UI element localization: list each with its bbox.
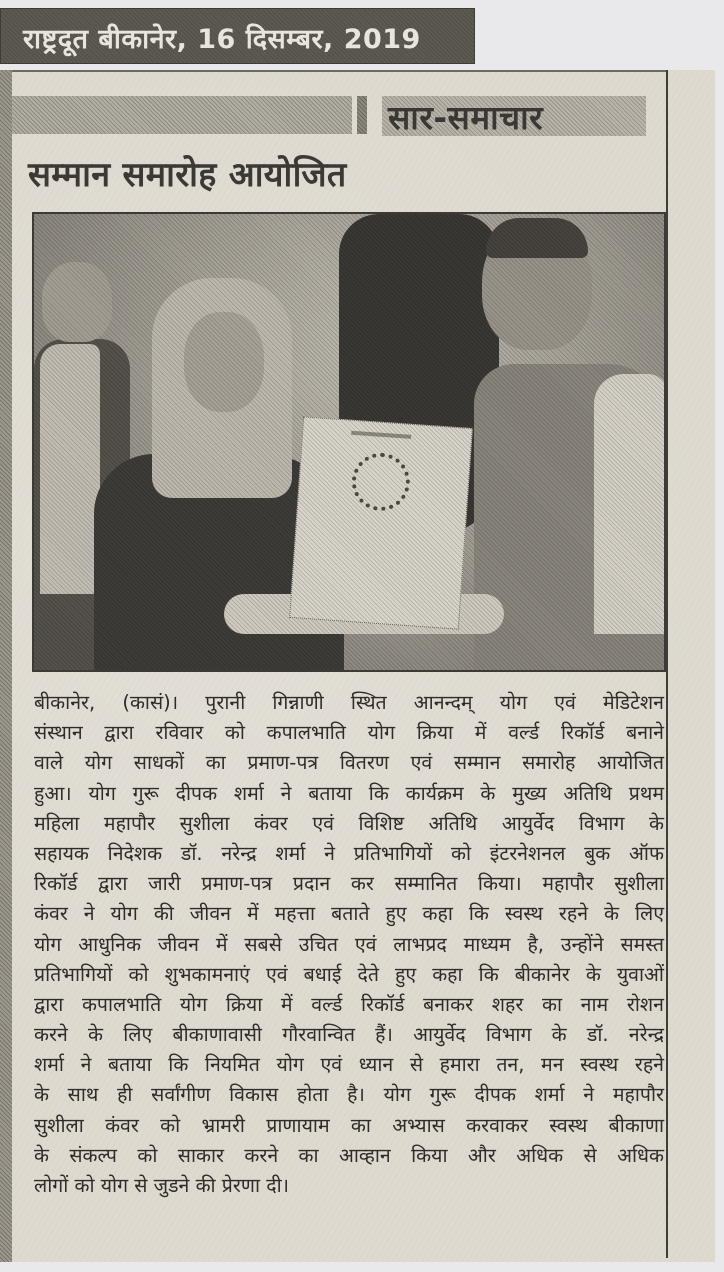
body-line: द्वारा कपालभाति योग क्रिया में वर्ल्ड रिकॉर्ड बनाकर शहर का नाम रोशन	[34, 992, 664, 1016]
article-headline: सम्मान समारोह आयोजित	[28, 155, 347, 195]
body-line: योग आधुनिक जीवन में सबसे उचित एवं लाभप्रद माध्यम है, उन्होंने समस्त	[34, 932, 664, 956]
body-line: संस्थान द्वारा रविवार को कपालभाति योग क्रिया में वर्ल्ड रिकॉर्ड बनाने	[34, 721, 664, 745]
body-line: करने के लिए बीकाणावासी गौरवान्वित हैं। आयुर्वेद विभाग के डॉ. नरेन्द्र	[34, 1023, 664, 1047]
section-label: सार-समाचार	[388, 98, 544, 137]
right-column-rule	[666, 70, 668, 1258]
body-line: लोगों को योग से जुडने की प्रेरणा दी।	[34, 1174, 290, 1197]
body-line: सुशीला कंवर को भ्रामरी प्राणायाम का अभ्यास करवाकर स्वस्थ बीकाणा	[34, 1113, 664, 1137]
body-line: सहायक निदेशक डॉ. नरेन्द्र शर्मा ने प्रतिभागियों को इंटरनेशनल बुक ऑफ	[34, 841, 664, 865]
body-line: बीकानेर, (कासं)। पुरानी गिन्नाणी स्थित आनन्दम् योग एवं मेडिटेशन	[34, 691, 664, 714]
top-rule	[12, 70, 666, 72]
newspaper-clipping	[0, 70, 715, 1262]
article-photo	[32, 212, 666, 672]
scan-background-bottom	[0, 1262, 724, 1272]
body-line: हुआ। योग गुरू दीपक शर्मा ने बताया कि कार्यक्रम के मुख्य अतिथि प्रथम	[34, 781, 664, 805]
body-line: महिला महापौर सुशीला कंवर एवं विशिष्ट अतिथि आयुर्वेद विभाग के	[34, 811, 664, 835]
left-hatched-border	[0, 70, 12, 1262]
section-band-hatch	[12, 96, 352, 134]
body-line: के संकल्प को साकार करने का आव्हान किया और अधिक से अधिक	[34, 1143, 664, 1167]
body-line: के साथ ही सर्वांगीण विकास होता है। योग गुरू दीपक शर्मा ने महापौर	[34, 1083, 664, 1107]
body-line: प्रतिभागियों को शुभकामनाएं एवं बधाई देते हुए कहा कि बीकानेर के युवाओं	[34, 962, 664, 986]
body-line: रिकॉर्ड द्वारा जारी प्रमाण-पत्र प्रदान कर सम्मानित किया। महापौर सुशीला	[34, 872, 664, 896]
scan-background-right	[715, 70, 724, 1272]
article-body	[34, 688, 664, 1201]
section-band-separator	[357, 96, 367, 134]
body-line: शर्मा ने बताया कि नियमित योग एवं ध्यान से हमारा तन, मन स्वस्थ रहने	[34, 1053, 664, 1077]
body-line: वाले योग साधकों का प्रमाण-पत्र वितरण एवं सम्मान समारोह आयोजित	[34, 751, 664, 775]
masthead-banner	[0, 8, 475, 64]
halftone-screen	[34, 214, 664, 670]
body-line: कंवर ने योग की जीवन में महत्ता बताते हुए कहा कि स्वस्थ रहने के लिए	[34, 902, 664, 926]
masthead-text: राष्ट्रदूत बीकानेर, 16 दिसम्बर, 2019	[23, 24, 421, 55]
